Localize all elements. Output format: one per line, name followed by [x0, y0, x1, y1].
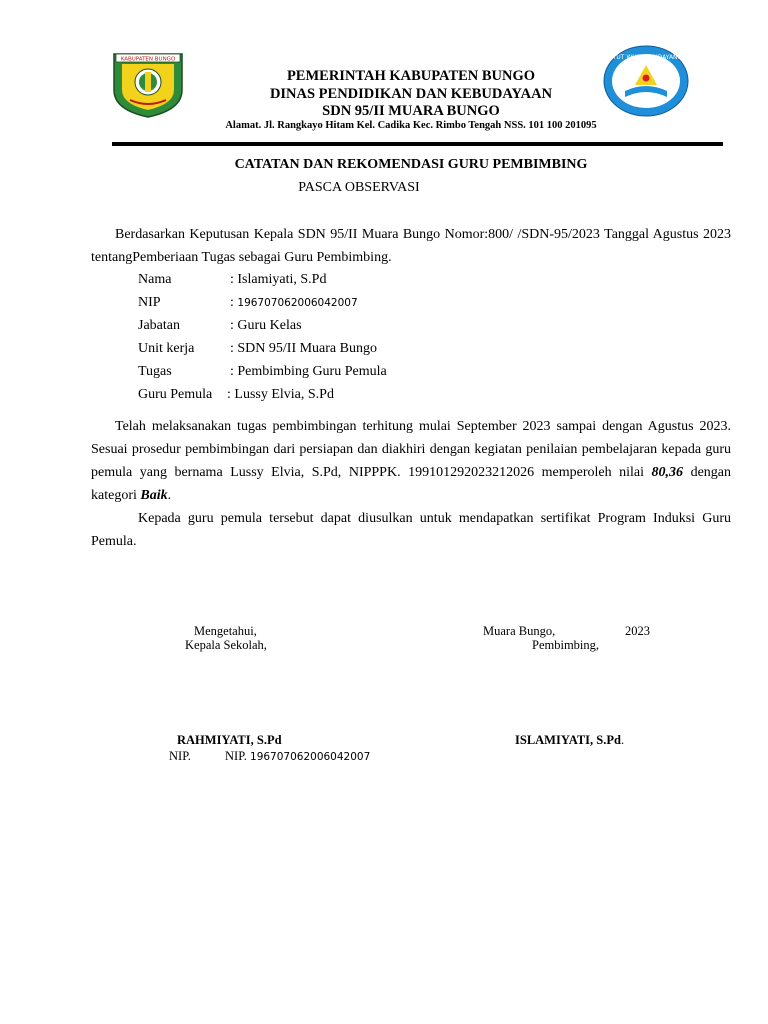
nama-value: : Islamiyati, S.Pd — [230, 272, 327, 287]
guru-pemula-label: Guru Pemula — [138, 387, 213, 402]
letterhead-address: Alamat. Jl. Rangkayo Hitam Kel. Cadika Kec. Rimbo Tengah NSS. 101 100 201095 — [225, 120, 597, 131]
mentor-nip-label: NIP. — [225, 749, 247, 763]
observation-paragraph — [91, 415, 731, 507]
document-title: CATATAN DAN REKOMENDASI GURU PEMBIMBING — [234, 157, 588, 172]
observation-text: Telah melaksanakan tugas pembimbingan terhitung mulai September 2023 sampai dengan Agustus 2023. Sesuai prosedur pembimbingan dari persiapan dan diakhiri dengan kegiatan penilaian pembelajaran kepada guru pemula yang bernama Lussy Elvia, S.Pd, NIPPPK. 199101292023212026 memperoleh nilai — [91, 419, 731, 480]
nip-colon: : — [230, 295, 234, 310]
unit-kerja-label: Unit kerja — [138, 341, 195, 356]
place-label: Muara Bungo, — [483, 624, 556, 638]
year-label: 2023 — [625, 624, 650, 638]
letterhead-department: DINAS PENDIDIKAN DAN KEBUDAYAAN — [269, 86, 553, 102]
letterhead-government: PEMERINTAH KABUPATEN BUNGO — [286, 68, 536, 84]
logo-lettering: KABUPATEN BUNGO — [120, 56, 176, 63]
category-value: Baik — [140, 488, 168, 503]
nip-label: NIP — [138, 295, 161, 310]
letterhead-school: SDN 95/II MUARA BUNGO — [322, 103, 500, 119]
mentor-title: Pembimbing, — [532, 638, 600, 652]
acknowledged-label: Mengetahui, — [194, 624, 257, 638]
mentor-nip — [225, 749, 370, 764]
nip-value — [230, 295, 358, 311]
mentor-name-dot: . — [620, 733, 625, 747]
score-value: 80,36 — [651, 465, 684, 480]
mentor-name: ISLAMIYATI, S.Pd — [515, 733, 621, 747]
document-subtitle: PASCA OBSERVASI — [298, 180, 420, 195]
principal-name: RAHMIYATI, S.Pd — [177, 733, 282, 747]
jabatan-label: Jabatan — [138, 318, 180, 333]
logo-motto: TUT WURI HANDAYANI — [612, 54, 680, 61]
principal-title: Kepala Sekolah, — [185, 638, 267, 652]
mentor-nip-number: 196707062006042007 — [250, 751, 371, 763]
mentor-name-line — [515, 733, 624, 748]
category-prefix: dengan kategori — [91, 465, 732, 503]
jabatan-value: : Guru Kelas — [230, 318, 302, 333]
recommendation-paragraph: Kepada guru pemula tersebut dapat diusulkan untuk mendapatkan sertifikat Program Induksi Guru Pemula. — [91, 511, 731, 549]
principal-nip: NIP. — [169, 749, 191, 763]
paragraph-end: . — [167, 488, 172, 503]
letterhead-divider — [112, 142, 723, 146]
unit-kerja-value: : SDN 95/II Muara Bungo — [230, 341, 377, 356]
tugas-label: Tugas — [138, 364, 172, 379]
nama-label: Nama — [138, 272, 172, 287]
guru-pemula-value: : Lussy Elvia, S.Pd — [227, 387, 334, 402]
tugas-value: : Pembimbing Guru Pemula — [230, 364, 387, 379]
intro-paragraph: Berdasarkan Keputusan Kepala SDN 95/II Muara Bungo Nomor:800/ /SDN-95/2023 Tanggal Agustus 2023 tentangPemberiaan Tugas sebagai Guru Pembimbing. — [91, 227, 731, 265]
nip-number: 196707062006042007 — [237, 297, 358, 309]
